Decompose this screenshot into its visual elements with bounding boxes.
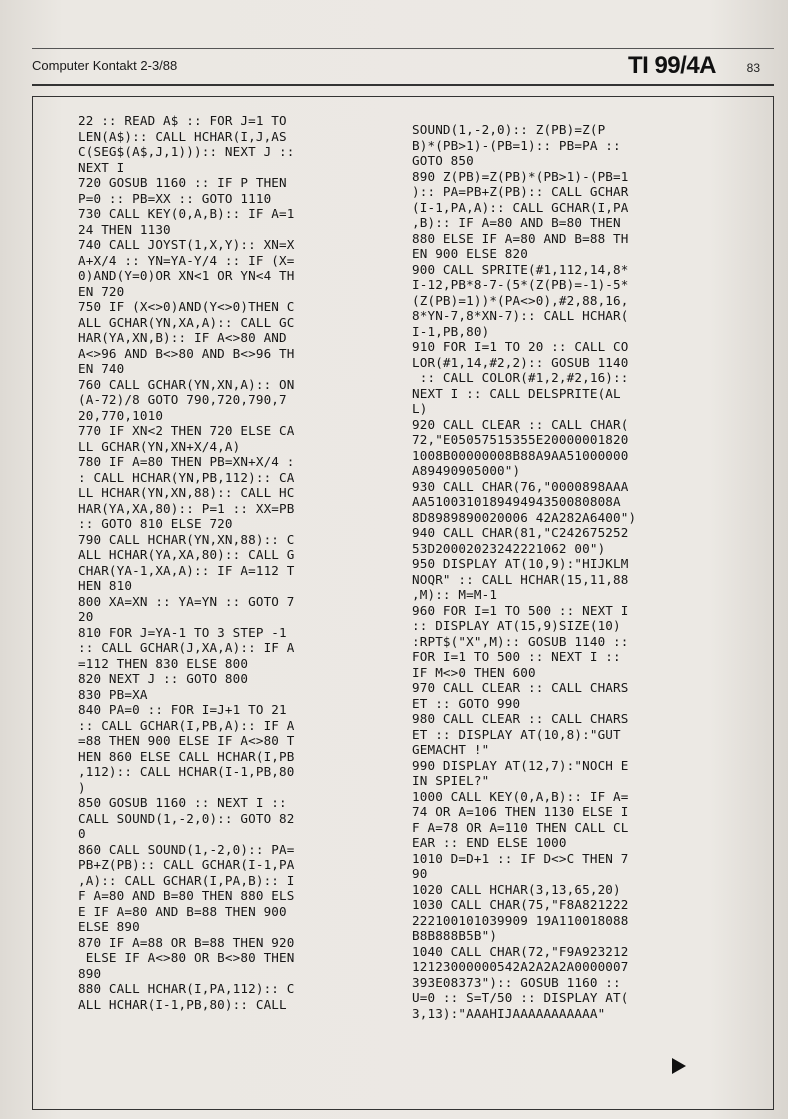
listing-line: LOR(#1,14,#2,2):: GOSUB 1140 [412,354,629,370]
listing-line: 970 CALL CLEAR :: CALL CHARS [412,680,629,695]
listing-line: LL GCHAR(YN,XN+X/4,A) [78,438,241,454]
listing-line: HAR(YA,XA,80):: P=1 :: XX=PB [78,500,295,516]
listing-line: ALL HCHAR(I-1,PB,80):: CALL [78,996,287,1012]
listing-line: 720 GOSUB 1160 :: IF P THEN [78,175,287,190]
listing-line: 890 Z(PB)=Z(PB)*(PB>1)-(PB=1 [412,168,629,184]
listing-line: 840 PA=0 :: FOR I=J+1 TO 21 [78,702,287,717]
listing-line: CHAR(YA-1,XA,A):: IF A=112 T [78,562,295,578]
page-header [32,52,774,82]
listing-line: 730 CALL KEY(0,A,B):: IF A=1 [78,206,295,221]
listing-line: 950 DISPLAY AT(10,9):"HIJKLM [412,556,629,571]
listing-line: 1000 CALL KEY(0,A,B):: IF A= [412,788,629,804]
listing-line: 53D20002023242221062 00") [412,540,606,556]
listing-line: GEMACHT !" [412,742,490,757]
listing-line: CALL SOUND(1,-2,0):: GOTO 82 [78,810,295,826]
listing-line: :: CALL GCHAR(I,PB,A):: IF A [78,717,295,733]
listing-line: 750 IF (X<>0)AND(Y<>0)THEN C [78,299,295,314]
listing-line: 960 FOR I=1 TO 500 :: NEXT I [412,602,629,618]
listing-line: IN SPIEL?" [412,773,490,788]
listing-line: 990 DISPLAY AT(12,7):"NOCH E [412,757,629,773]
listing-line: EN 720 [78,283,125,299]
section-title: TI 99/4A [627,52,716,79]
listing-line: 780 IF A=80 THEN PB=XN+X/4 : [78,454,295,469]
top-rule [32,48,774,49]
listing-line: 22 :: READ A$ :: FOR J=1 TO [78,113,287,128]
listing-line: 3,13):"AAAHIJAAAAAAAAAAA" [412,1005,606,1021]
listing-line: 880 ELSE IF A=80 AND B=88 TH [412,230,629,246]
listing-line: ELSE 890 [78,919,140,934]
listing-line: B8B888B5B") [412,928,498,943]
listing-left-column [78,113,368,1012]
listing-line: 980 CALL CLEAR :: CALL CHARS [412,711,629,726]
listing-line: ) [78,779,86,795]
listing-line: 393E08373"):: GOSUB 1160 :: [412,974,621,990]
listing-line: P=0 :: PB=XX :: GOTO 1110 [78,190,272,206]
listing-line: 810 FOR J=YA-1 TO 3 STEP -1 [78,624,287,640]
listing-line: 1040 CALL CHAR(72,"F9A923212 [412,943,629,959]
listing-line: ,B):: IF A=80 AND B=80 THEN [412,215,621,230]
listing-line: I-1,PB,80) [412,323,490,339]
listing-line: (I-1,PA,A):: CALL GCHAR(I,PA [412,199,629,215]
magazine-issue: Computer Kontakt 2-3/88 [32,58,178,73]
listing-line: AA510031018949494350080808A [412,494,621,509]
listing-line: 740 CALL JOYST(1,X,Y):: XN=X [78,237,295,252]
listing-line: =112 THEN 830 ELSE 800 [78,655,249,671]
listing-line: 20 [78,609,94,624]
listing-line: 90 [412,866,428,881]
listing-line: 770 IF XN<2 THEN 720 ELSE CA [78,423,295,438]
listing-line: F A=78 OR A=110 THEN CALL CL [412,819,629,835]
listing-line: ELSE IF A<>80 OR B<>80 THEN [78,950,295,965]
listing-line: :: GOTO 810 ELSE 720 [78,516,233,531]
listing-line: (A-72)/8 GOTO 790,720,790,7 [78,392,287,407]
listing-line: FOR I=1 TO 500 :: NEXT I :: [412,649,621,664]
listing-line: NEXT I [78,159,125,175]
listing-line: A89490905000") [412,463,521,478]
listing-line: 20,770,1010 [78,407,164,423]
page-number: 83 [746,61,760,75]
listing-line: =88 THEN 900 ELSE IF A<>80 T [78,733,295,748]
listing-line: 1010 D=D+1 :: IF D<>C THEN 7 [412,850,629,866]
listing-line: ET :: GOTO 990 [412,695,521,711]
listing-line: ,A):: CALL GCHAR(I,PA,B):: I [78,872,295,888]
listing-line: 880 CALL HCHAR(I,PA,112):: C [78,981,295,996]
listing-line: SOUND(1,-2,0):: Z(PB)=Z(P [412,122,606,137]
listing-line: C(SEG$(A$,J,1))):: NEXT J :: [78,144,295,159]
listing-line: 940 CALL CHAR(81,"C242675252 [412,525,629,540]
listing-line: 860 CALL SOUND(1,-2,0):: PA= [78,841,295,857]
listing-line: 850 GOSUB 1160 :: NEXT I :: [78,795,287,810]
listing-line: 222100101039909 19A110018088 [412,912,629,928]
listing-line: HEN 810 [78,578,133,593]
listing-line: 800 XA=XN :: YA=YN :: GOTO 7 [78,593,295,609]
listing-line: :RPT$("X",M):: GOSUB 1140 :: [412,633,629,649]
listing-line: B)*(PB>1)-(PB=1):: PB=PA :: [412,137,621,153]
listing-line: 0 [78,826,86,841]
listing-line: 820 NEXT J :: GOTO 800 [78,671,249,686]
listing-line: LEN(A$):: CALL HCHAR(I,J,AS [78,128,287,144]
listing-line: 910 FOR I=1 TO 20 :: CALL CO [412,339,629,354]
listing-line: L) [412,401,428,416]
listing-line: A<>96 AND B<>80 AND B<>96 TH [78,345,295,361]
listing-line: :: DISPLAY AT(15,9)SIZE(10) [412,618,621,633]
listing-line: 8D8989890020006 42A282A6400") [412,509,637,525]
listing-line: 930 CALL CHAR(76,"0000898AAA [412,478,629,494]
listing-line: 760 CALL GCHAR(YN,XN,A):: ON [78,376,295,392]
listing-line: 72,"E05057515355E20000001820 [412,432,629,447]
listing-line: 74 OR A=106 THEN 1130 ELSE I [412,804,629,819]
listing-line: LL HCHAR(YN,XN,88):: CALL HC [78,485,295,500]
listing-line: I-12,PB*8-7-(5*(Z(PB)=-1)-5* [412,277,629,292]
listing-line: ,M):: M=M-1 [412,587,498,602]
listing-line: ALL HCHAR(YA,XA,80):: CALL G [78,547,295,562]
listing-line: ET :: DISPLAY AT(10,8):"GUT [412,726,621,742]
listing-line: 790 CALL HCHAR(YN,XN,88):: C [78,531,295,547]
listing-line: U=0 :: S=T/50 :: DISPLAY AT( [412,990,629,1005]
listing-line: HAR(YA,XN,B):: IF A<>80 AND [78,330,287,345]
listing-line: 900 CALL SPRITE(#1,112,14,8* [412,261,629,277]
listing-line: 830 PB=XA [78,686,148,702]
listing-line: IF M<>0 THEN 600 [412,664,536,680]
listing-line: 1008B00000008B88A9AA51000000 [412,447,629,463]
header-rule [32,84,774,86]
listing-line: F A=80 AND B=80 THEN 880 ELS [78,888,295,903]
listing-right-column [412,122,712,1021]
listing-line: 920 CALL CLEAR :: CALL CHAR( [412,416,629,432]
listing-line: EN 900 ELSE 820 [412,246,528,261]
listing-line: EN 740 [78,361,125,376]
listing-line: 870 IF A=88 OR B=88 THEN 920 [78,934,295,950]
listing-line: NOQR" :: CALL HCHAR(15,11,88 [412,571,629,587]
listing-line: HEN 860 ELSE CALL HCHAR(I,PB [78,748,295,764]
listing-line: (Z(PB)=1))*(PA<>0),#2,88,16, [412,292,629,308]
listing-line: 890 [78,965,102,981]
listing-line: : CALL HCHAR(YN,PB,112):: CA [78,469,295,485]
listing-line: 24 THEN 1130 [78,221,171,237]
listing-line: 12123000000542A2A2A2A0000007 [412,959,629,974]
listing-line: 1020 CALL HCHAR(3,13,65,20) [412,881,621,897]
listing-line: EAR :: END ELSE 1000 [412,835,567,850]
listing-line: :: CALL GCHAR(J,XA,A):: IF A [78,640,295,655]
listing-line: 1030 CALL CHAR(75,"F8A821222 [412,897,629,912]
listing-line: 8*YN-7,8*XN-7):: CALL HCHAR( [412,308,629,323]
listing-line: ,112):: CALL HCHAR(I-1,PB,80 [78,764,295,779]
continue-arrow-icon [672,1058,686,1074]
listing-line: 0)AND(Y=0)OR XN<1 OR YN<4 TH [78,268,295,283]
listing-line: ALL GCHAR(YN,XA,A):: CALL GC [78,314,295,330]
listing-line: A+X/4 :: YN=YA-Y/4 :: IF (X= [78,252,295,268]
listing-line: ):: PA=PB+Z(PB):: CALL GCHAR [412,184,629,199]
listing-line: E IF A=80 AND B=88 THEN 900 [78,903,287,919]
listing-line: GOTO 850 [412,153,474,168]
listing-line: NEXT I :: CALL DELSPRITE(AL [412,385,621,401]
listing-line: :: CALL COLOR(#1,2,#2,16):: [412,370,629,385]
listing-line: PB+Z(PB):: CALL GCHAR(I-1,PA [78,857,295,872]
